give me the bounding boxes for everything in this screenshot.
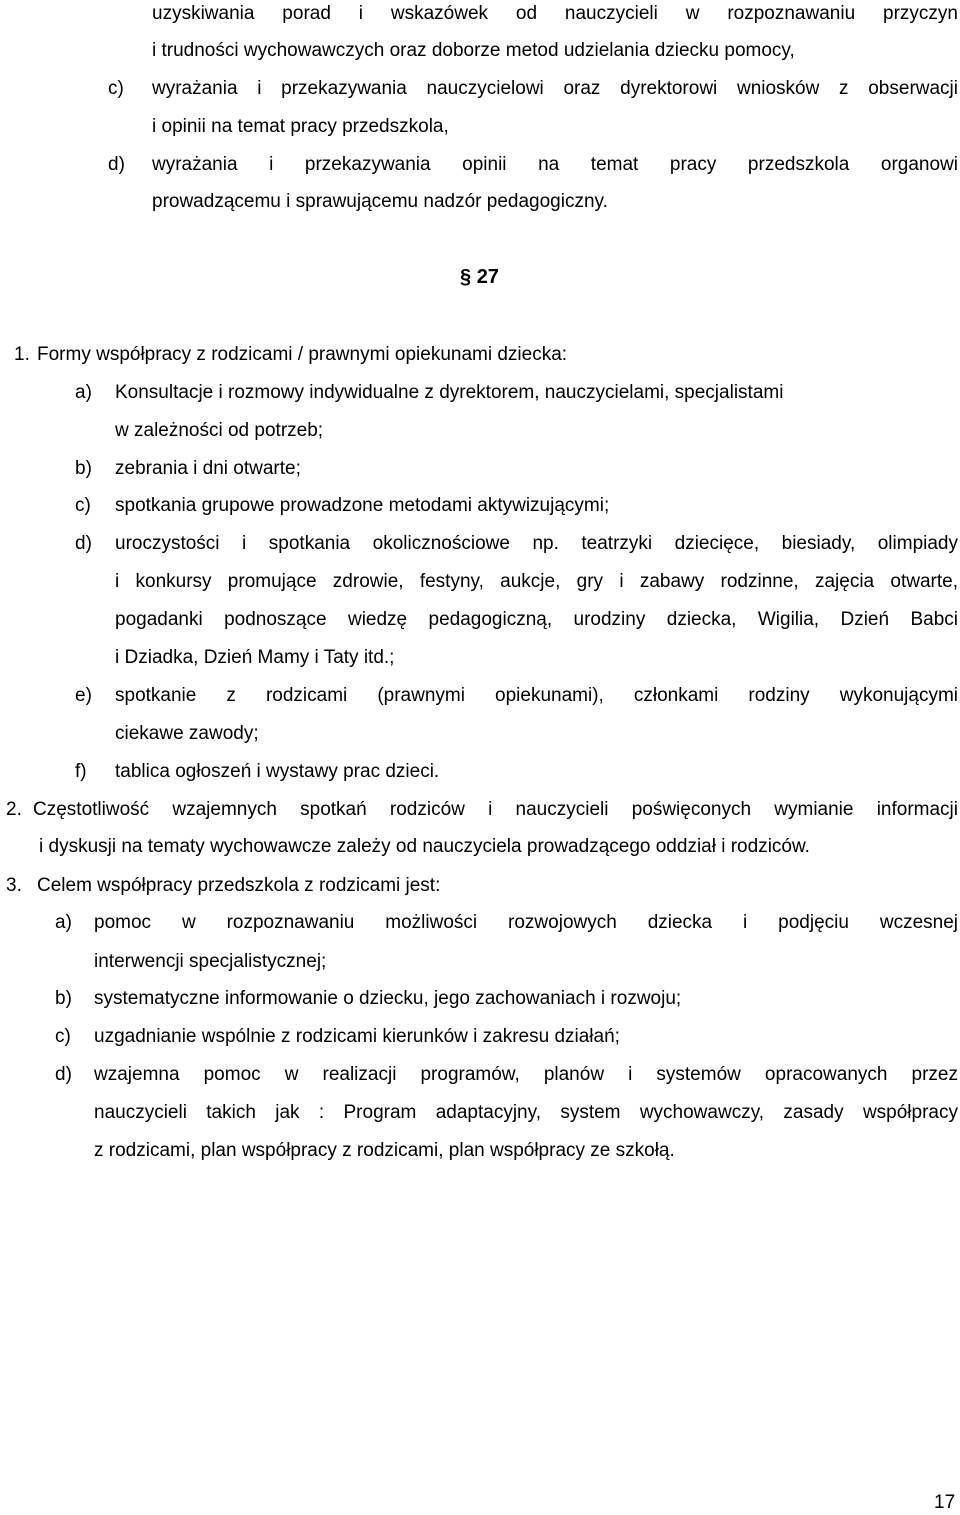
- p1-item-a-line-2: w zależności od potrzeb;: [115, 420, 324, 441]
- intro-line-2: i trudności wychowawczych oraz doborze metod udzielania dziecku pomocy,: [152, 40, 795, 61]
- p1-item-e-line-2: ciekawe zawody;: [115, 723, 259, 744]
- p1-item-d-line-3: pogadanki podnoszące wiedzę pedagogiczną, urodziny dziecka, Wigilia, Dzień Babci: [115, 609, 958, 630]
- p3-heading: Celem współpracy przedszkola z rodzicami jest:: [37, 875, 441, 896]
- p1-item-d-line-2: i konkursy promujące zdrowie, festyny, aukcje, gry i zabawy rodzinne, zajęcia otwarte,: [115, 571, 958, 592]
- p3-item-a-line-2: interwencji specjalistycznej;: [94, 951, 327, 972]
- p1-item-b-line-1: zebrania i dni otwarte;: [115, 458, 301, 479]
- p3-item-b-label: b): [55, 988, 72, 1009]
- p1-item-e-label: e): [75, 685, 92, 706]
- p3-item-a-line-1: pomoc w rozpoznawaniu możliwości rozwojowych dziecka i podjęciu wczesnej: [94, 912, 958, 933]
- p1-item-c-line-1: spotkania grupowe prowadzone metodami aktywizującymi;: [115, 495, 610, 516]
- p3-item-d-line-2: nauczycieli takich jak : Program adaptacyjny, system wychowawczy, zasady współpracy: [94, 1102, 958, 1123]
- p1-item-a-line-1: Konsultacje i rozmowy indywidualne z dyrektorem, nauczycielami, specjalistami: [115, 382, 784, 403]
- page-number: 17: [934, 1492, 956, 1513]
- p1-item-d-label: d): [75, 533, 92, 554]
- p3-item-d-line-3: z rodzicami, plan współpracy z rodzicami, plan współpracy ze szkołą.: [94, 1140, 675, 1161]
- p1-item-f-line-1: tablica ogłoszeń i wystawy prac dzieci.: [115, 761, 440, 782]
- p3-item-d-line-1: wzajemna pomoc w realizacji programów, planów i systemów opracowanych przez: [94, 1064, 958, 1085]
- p1-item-d-line-1: uroczystości i spotkania okolicznościowe np. teatrzyki dziecięce, biesiady, olimpiady: [115, 533, 958, 554]
- intro-item-c-label: c): [108, 78, 124, 99]
- p1-item-a-label: a): [75, 382, 92, 403]
- p3-item-b-line-1: systematyczne informowanie o dziecku, jego zachowaniach i rozwoju;: [94, 988, 682, 1009]
- intro-item-d-label: d): [108, 154, 125, 175]
- p3-item-d-label: d): [55, 1064, 72, 1085]
- section-heading: [460, 264, 499, 290]
- intro-item-d-line-2: prowadzącemu i sprawującemu nadzór pedagogiczny.: [152, 191, 608, 212]
- p1-item-d-line-4: i Dziadka, Dzień Mamy i Taty itd.;: [115, 647, 395, 668]
- p2-line-2: i dyskusji na tematy wychowawcze zależy od nauczyciela prowadzącego oddział i rodziców.: [39, 836, 810, 857]
- intro-item-d-line-1: wyrażania i przekazywania opinii na temat pracy przedszkola organowi: [152, 154, 958, 175]
- p1-item-e-line-1: spotkanie z rodzicami (prawnymi opiekunami), członkami rodziny wykonującymi: [115, 685, 958, 706]
- p1-item-c-label: c): [75, 495, 91, 516]
- section-symbol: §: [460, 266, 472, 288]
- p3-item-c-line-1: uzgadnianie wspólnie z rodzicami kierunków i zakresu działań;: [94, 1026, 620, 1047]
- intro-item-c-line-2: i opinii na temat pracy przedszkola,: [152, 116, 449, 137]
- p3-label: 3.: [6, 875, 22, 896]
- p1-item-b-label: b): [75, 458, 92, 479]
- section-number: 27: [476, 266, 499, 288]
- p1-label: 1.: [14, 344, 30, 365]
- p1-item-f-label: f): [75, 761, 87, 782]
- p1-heading: Formy współpracy z rodzicami / prawnymi opiekunami dziecka:: [37, 344, 568, 365]
- p3-item-c-label: c): [55, 1026, 71, 1047]
- intro-item-c-line-1: wyrażania i przekazywania nauczycielowi oraz dyrektorowi wniosków z obserwacji: [152, 78, 958, 99]
- intro-line-1: uzyskiwania porad i wskazówek od nauczycieli w rozpoznawaniu przyczyn: [152, 3, 958, 24]
- p2-line-1: Częstotliwość wzajemnych spotkań rodziców i nauczycieli poświęconych wymianie informacji: [33, 799, 958, 820]
- p3-item-a-label: a): [55, 912, 72, 933]
- p2-label: 2.: [6, 799, 22, 820]
